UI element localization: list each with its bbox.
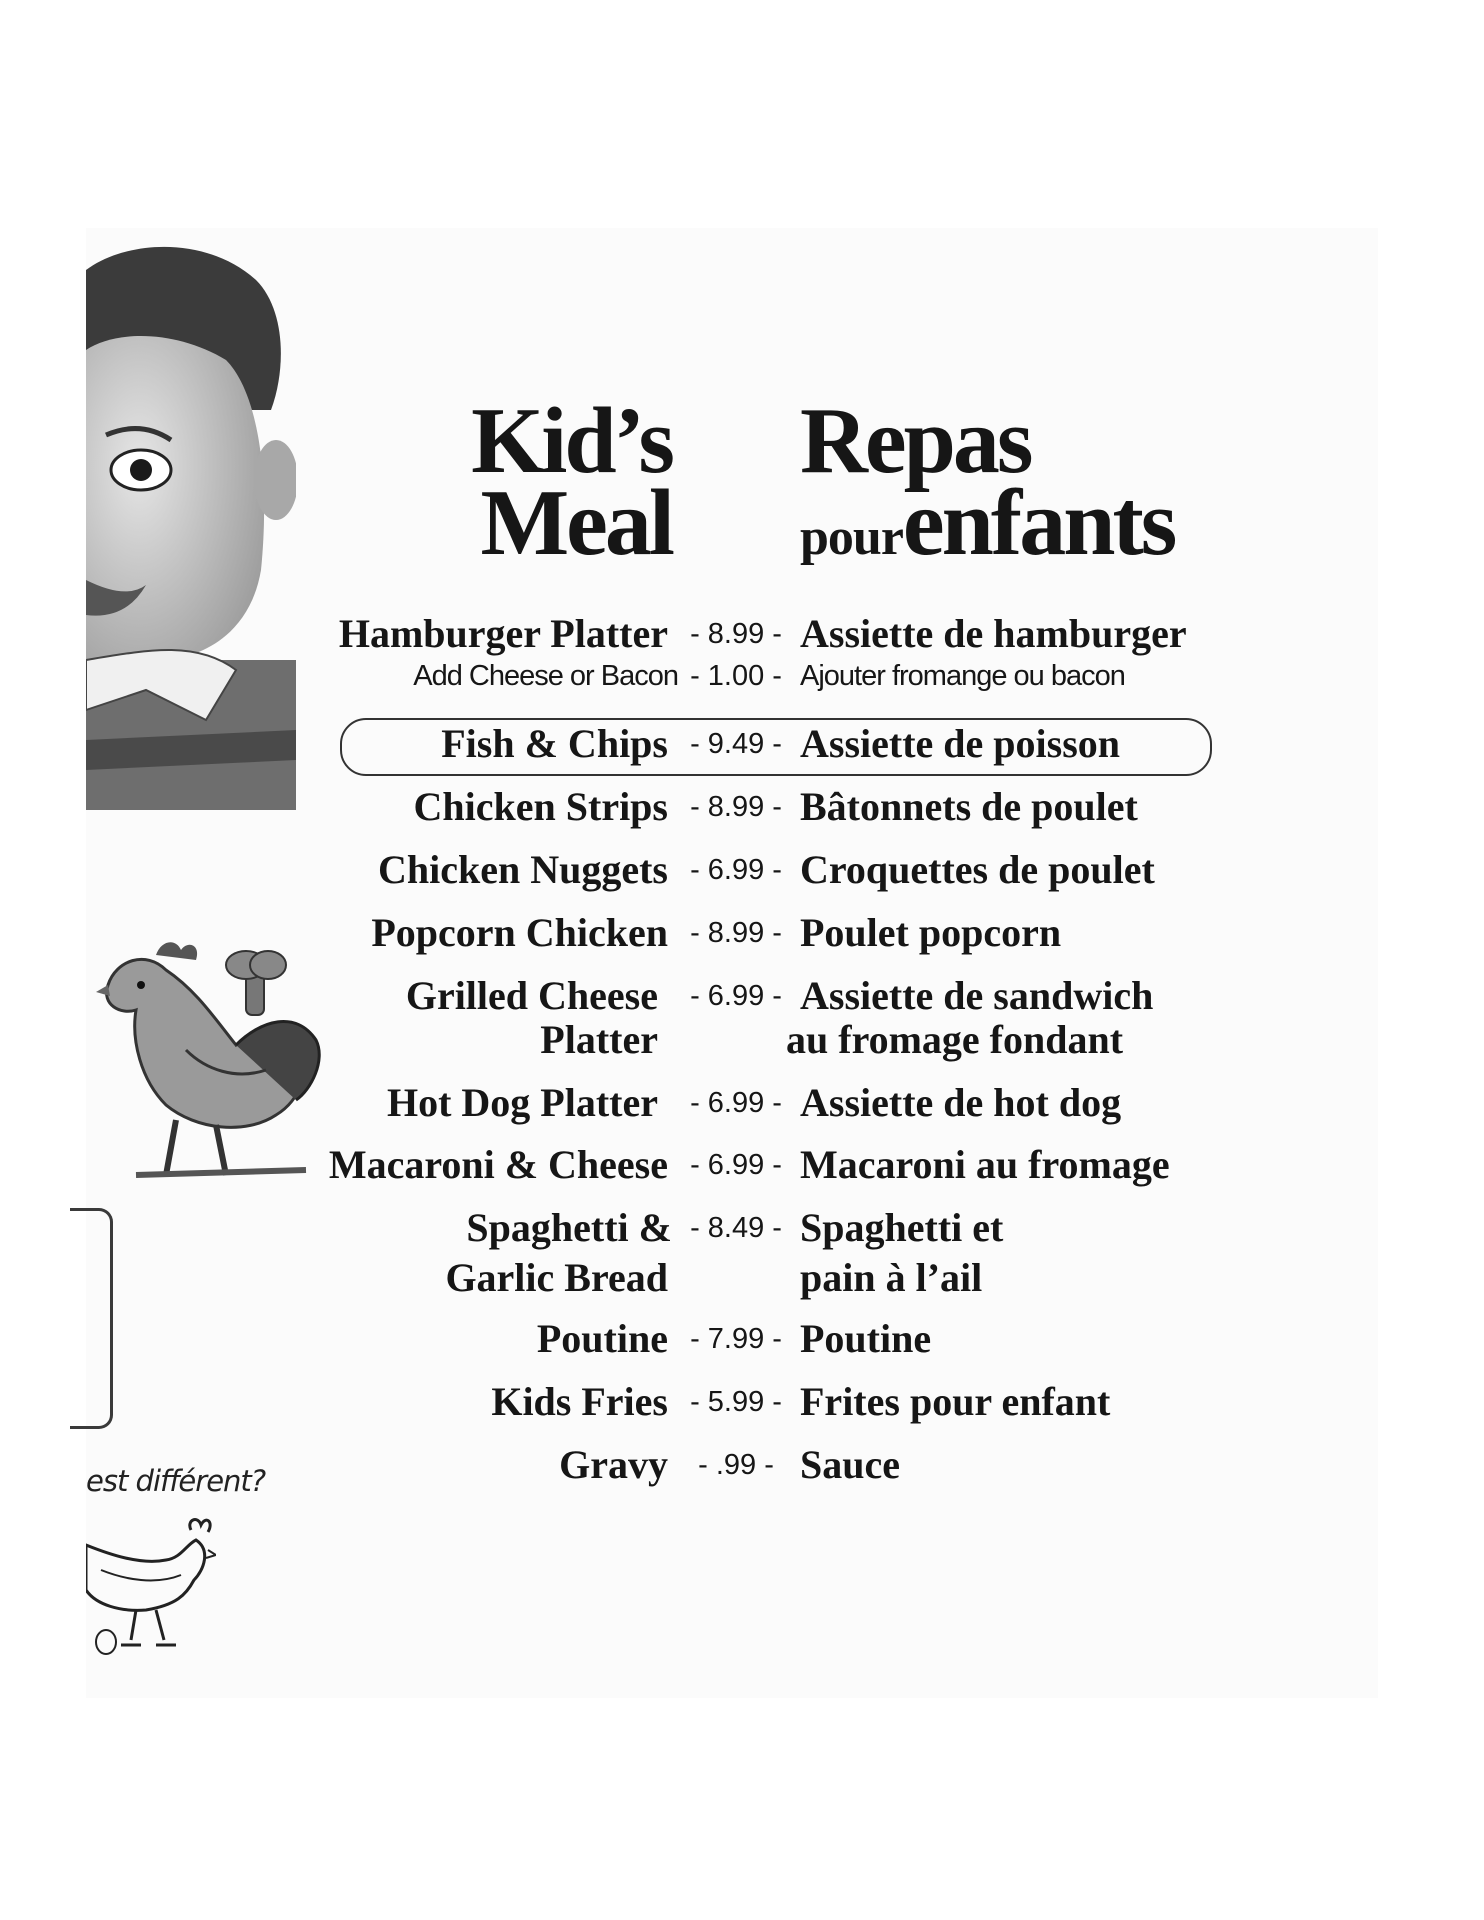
menu-item-name: Spaghetti & — [466, 1205, 672, 1250]
side-caption: est différent? — [86, 1464, 266, 1498]
title-french-enfants: enfants — [902, 471, 1175, 575]
menu-item-french: Poulet popcorn — [800, 910, 1062, 955]
menu-item-price: - 7.99 - — [690, 1323, 782, 1355]
menu-item-name: Hot Dog Platter — [386, 1080, 658, 1125]
menu-item-french: Macaroni au fromage — [800, 1142, 1170, 1187]
menu-item-french: Frites pour enfant — [800, 1379, 1111, 1424]
menu-item-french-line2: pain à l’ail — [800, 1255, 983, 1300]
menu-item-french: Sauce — [800, 1442, 900, 1487]
title-french-line1: Repas — [800, 389, 1031, 493]
addon-name: Add Cheese or Bacon — [413, 660, 678, 692]
title-english-line2: Meal — [480, 471, 672, 575]
menu-item-name: Fish & Chips — [441, 721, 668, 766]
menu-item-price: - 6.99 - — [690, 854, 782, 886]
windup-rooster-illustration — [96, 930, 336, 1200]
menu-item-price: - 8.99 - — [690, 791, 782, 823]
menu-item-french: Poutine — [800, 1316, 932, 1361]
menu-item-price: - 6.99 - — [690, 980, 782, 1012]
menu-item-price: - 9.49 - — [690, 728, 782, 760]
menu-item-french: Spaghetti et — [800, 1205, 1004, 1250]
menu-item-french: Assiette de hamburger — [800, 611, 1187, 656]
menu-item-french: Croquettes de poulet — [800, 847, 1155, 892]
menu-item-name: Poutine — [536, 1316, 668, 1361]
addon-price: - 1.00 - — [690, 660, 782, 692]
addon-french: Ajouter fromange ou bacon — [800, 660, 1125, 692]
menu-item-name: Gravy — [559, 1442, 668, 1487]
side-box-edge — [70, 1208, 113, 1429]
menu-item-name: Macaroni & Cheese — [328, 1142, 668, 1187]
menu-item-price: - 8.99 - — [690, 917, 782, 949]
menu-item-name: Hamburger Platter — [338, 611, 668, 656]
menu-item-french: Bâtonnets de poulet — [800, 784, 1138, 829]
title-french-line2 — [800, 471, 1175, 591]
menu-item-name: Grilled Cheese — [405, 973, 658, 1018]
hen-icon — [86, 1510, 216, 1670]
menu-item-price: - 8.49 - — [690, 1212, 782, 1244]
title-french-pour: pour — [800, 509, 903, 566]
title-english — [440, 389, 672, 575]
menu-item-name: Chicken Strips — [413, 784, 668, 829]
menu-item-name-line2: Platter — [540, 1017, 658, 1062]
boy-illustration — [86, 240, 296, 810]
menu-item-price: - .99 - — [698, 1449, 774, 1481]
menu-item-french: Assiette de sandwich — [800, 973, 1154, 1018]
menu-item-price: - 6.99 - — [690, 1087, 782, 1119]
menu-item-name: Kids Fries — [491, 1379, 668, 1424]
menu-item-price: - 5.99 - — [690, 1386, 782, 1418]
menu-item-price: - 6.99 - — [690, 1149, 782, 1181]
menu-item-french: Assiette de hot dog — [800, 1080, 1122, 1125]
title-english-line1: Kid’s — [471, 389, 672, 493]
menu-item-name: Popcorn Chicken — [371, 910, 668, 955]
menu-item-french-line2: au fromage fondant — [786, 1017, 1124, 1062]
menu-item-french: Assiette de poisson — [800, 721, 1121, 766]
menu-item-name: Chicken Nuggets — [377, 847, 668, 892]
menu-item-price: - 8.99 - — [690, 618, 782, 650]
menu-item-name-line2: Garlic Bread — [445, 1255, 668, 1300]
